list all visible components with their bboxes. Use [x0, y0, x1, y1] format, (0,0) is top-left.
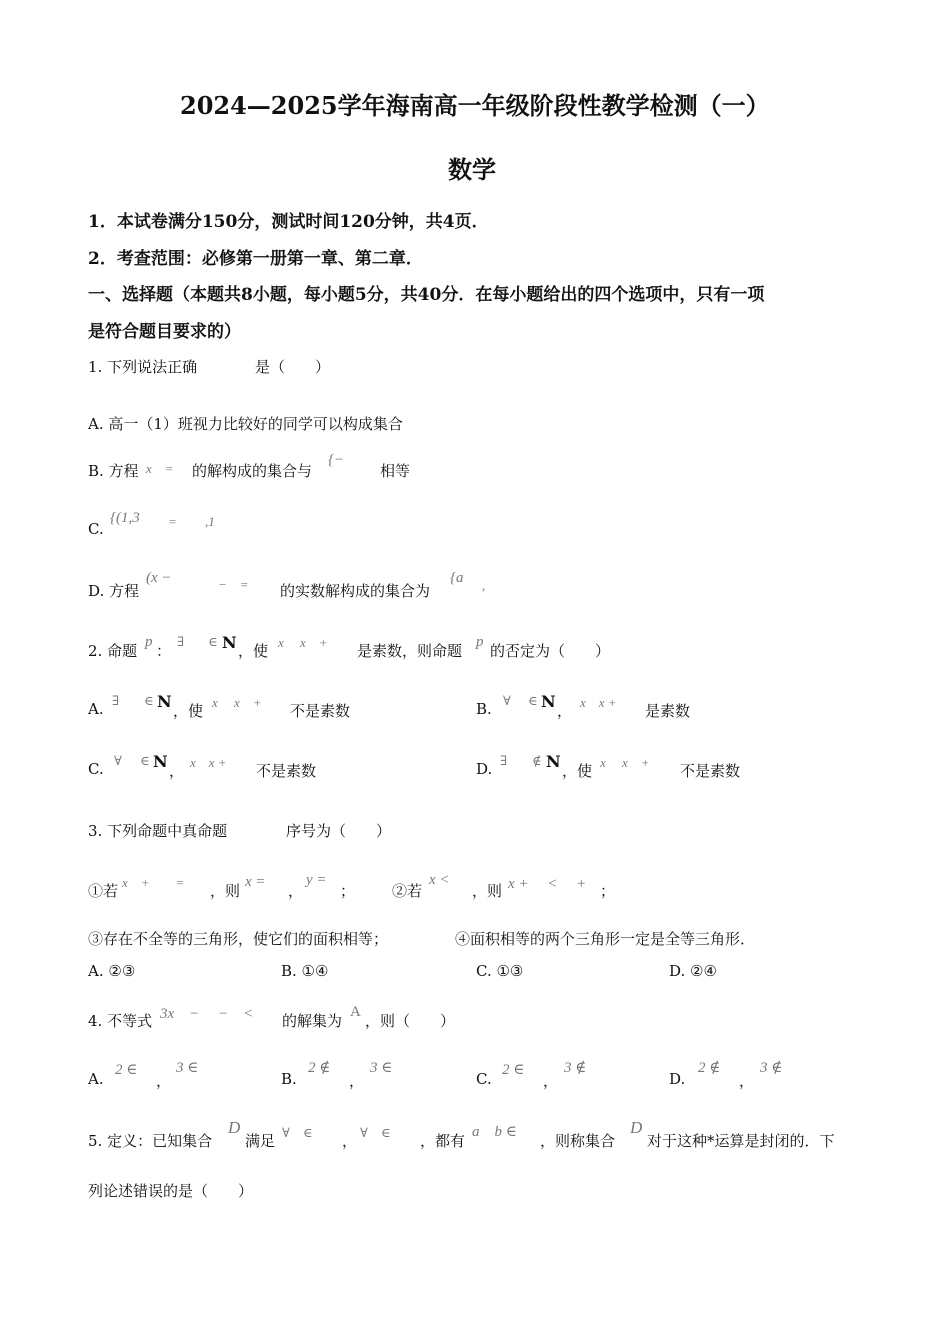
q3-statement3: ③存在不全等的三角形，使它们的面积相等；	[88, 930, 389, 948]
q3-statement1-lead: ①若	[88, 882, 119, 900]
q3-statement2-math1: x <	[429, 872, 450, 888]
q2-option-d-label: D.	[476, 760, 493, 778]
q2-option-c-label: C.	[88, 760, 104, 778]
q5-stem-tail: ，则称集合	[540, 1132, 616, 1150]
q2-option-c-in: ∈	[140, 753, 150, 768]
q3-stem-a: 3. 下列命题中真命题	[88, 822, 228, 840]
q5-stem-math1: ∀ ∈	[282, 1125, 313, 1140]
q3-statement1-math3: y =	[306, 872, 327, 888]
q2-option-c-expr: x x +	[190, 755, 227, 770]
q2-option-b-in: ∈	[528, 693, 538, 708]
note-2: 2．考查范围：必修第一册第一章、第二章．	[88, 249, 423, 269]
q1-option-d-lead: D. 方程	[88, 582, 140, 600]
q2-option-a-in: ∈	[144, 693, 154, 708]
q3-option-c: C. ①③	[476, 962, 524, 980]
q5-stem-line2: 列论述错误的是（ ）	[88, 1182, 254, 1200]
section-header-line1: 一、选择题（本题共8小题，每小题5分，共40分．在每小题给出的四个选项中，只有一项	[88, 285, 765, 305]
q2-option-b-expr: x x +	[580, 695, 617, 710]
q3-statement2-end: ；	[600, 882, 616, 900]
q1-option-b-math1: x =	[146, 461, 174, 476]
q4-stem-set: A	[350, 1004, 361, 1020]
q3-statement1-comma: ，	[288, 882, 304, 900]
q1-stem-b: 是（ ）	[255, 358, 331, 376]
q4-stem-expr: 3x − − <	[160, 1006, 254, 1022]
q2-stem-lead: 2. 命题	[88, 642, 138, 660]
q2-option-d-tail: 不是素数	[680, 762, 741, 780]
q2-option-a-shi: ，使	[173, 702, 204, 720]
q2-option-a-tail: 不是素数	[290, 702, 351, 720]
q5-stem-tail2: 对于这种*运算是封闭的．下	[647, 1132, 835, 1150]
q4-option-b-math2: 3 ∈	[370, 1060, 393, 1076]
q4-option-c-math1: 2 ∈	[502, 1062, 525, 1078]
q2-option-a-label: A.	[88, 700, 104, 718]
q1-option-d-mid: 的实数解构成的集合为	[280, 582, 431, 600]
q2-option-d-quantifier: ∃	[500, 753, 508, 768]
q5-stem-comma1: ，	[342, 1132, 358, 1150]
q4-option-d-math1: 2 ∉	[698, 1060, 721, 1076]
q2-option-d-expr: x x +	[600, 755, 650, 770]
q1-option-d-math2: − =	[218, 577, 249, 592]
q2-stem-colon: ：	[156, 642, 172, 660]
note-1: 1．本试卷满分150分，测试时间120分钟，共4页．	[88, 212, 489, 232]
q4-option-d-math2: 3 ∉	[760, 1060, 783, 1076]
q2-stem-p: p	[145, 634, 153, 650]
q1-option-d-math3: {a	[450, 570, 464, 586]
q2-stem-tail: 的否定为（ ）	[490, 642, 611, 660]
q2-stem-expr: x x +	[278, 635, 328, 650]
q4-option-b-math1: 2 ∉	[308, 1060, 331, 1076]
q2-option-a-quantifier: ∃	[112, 693, 120, 708]
q3-statement1-math2: x =	[245, 874, 266, 890]
q2-option-c-tail: 不是素数	[256, 762, 317, 780]
q5-stem-d: D	[228, 1118, 241, 1137]
q3-statement1-then: ，则	[210, 882, 241, 900]
q4-stem-lead: 4. 不等式	[88, 1012, 153, 1030]
q4-option-c-comma: ，	[543, 1072, 559, 1090]
q1-option-c-math1: {(1,3	[110, 510, 140, 526]
q2-option-c-comma: ，	[169, 762, 185, 780]
q2-option-b-comma: ，	[557, 702, 573, 720]
q2-option-b-tail: 是素数	[645, 702, 691, 720]
page-title: 2024—2025学年海南高一年级阶段性教学检测（一）	[180, 91, 770, 120]
section-header-line2: 是符合题目要求的）	[88, 322, 241, 342]
q3-option-b: B. ①④	[281, 962, 329, 980]
q4-stem-mid: 的解集为	[282, 1012, 343, 1030]
q2-stem-naturals: N	[222, 633, 237, 652]
q2-stem-mid: 是素数，则命题	[357, 642, 463, 660]
q4-option-b-label: B.	[281, 1070, 297, 1088]
q2-option-d-shi: ，使	[562, 762, 593, 780]
q4-option-c-label: C.	[476, 1070, 492, 1088]
q3-statement2-math2: x + < +	[508, 876, 587, 892]
q2-stem-in: ∈	[208, 634, 218, 649]
q2-option-b-naturals: N	[541, 692, 556, 711]
q3-option-d: D. ②④	[669, 962, 717, 980]
q1-option-c-math3: ,1	[205, 514, 215, 529]
q4-option-b-comma: ，	[349, 1072, 365, 1090]
q4-option-a-label: A.	[88, 1070, 104, 1088]
q2-stem-shi: ，使	[238, 642, 269, 660]
q3-stem-b: 序号为（ ）	[286, 822, 392, 840]
q4-option-a-math1: 2 ∈	[115, 1062, 138, 1078]
q5-stem-satisfy: 满足	[245, 1132, 276, 1150]
q1-option-b-mid: 的解构成的集合与	[192, 462, 313, 480]
q2-option-d-naturals: N	[546, 752, 561, 771]
q2-option-a-naturals: N	[157, 692, 172, 711]
q1-option-b-lead: B. 方程	[88, 462, 139, 480]
q1-option-c-math2: =	[168, 514, 177, 529]
q2-option-b-quantifier: ∀	[503, 693, 511, 708]
q5-stem-d2: D	[630, 1118, 643, 1137]
q2-stem-exists: ∃	[177, 634, 185, 649]
q2-stem-p2: p	[476, 634, 484, 650]
q4-option-a-math2: 3 ∈	[176, 1060, 199, 1076]
q1-option-d-math1: (x −	[146, 570, 172, 586]
q3-statement4: ④面积相等的两个三角形一定是全等三角形．	[455, 930, 756, 948]
q2-option-a-expr: x x +	[212, 695, 262, 710]
q1-option-d-math4: ,	[482, 578, 486, 593]
q3-statement2-lead: ②若	[392, 882, 423, 900]
q2-option-c-naturals: N	[153, 752, 168, 771]
q1-option-a: A. 高一（1）班视力比较好的同学可以构成集合	[88, 415, 403, 433]
q2-option-d-notin: ∉	[532, 753, 542, 768]
q1-stem-a: 1. 下列说法正确	[88, 358, 198, 376]
q5-stem-math2: ∀ ∈	[360, 1125, 391, 1140]
q5-stem-math3: a b ∈	[472, 1124, 517, 1140]
q4-option-c-math2: 3 ∉	[564, 1060, 587, 1076]
q3-statement1-end: ；	[340, 882, 356, 900]
q1-option-b-math2: {−	[328, 452, 345, 468]
q3-statement2-then: ，则	[472, 882, 503, 900]
q5-stem-comma2: ，都有	[420, 1132, 466, 1150]
q4-option-a-comma: ，	[156, 1072, 172, 1090]
q2-option-b-label: B.	[476, 700, 492, 718]
q4-stem-tail: ，则（ ）	[365, 1012, 456, 1030]
q2-option-c-quantifier: ∀	[114, 753, 122, 768]
q3-statement1-math1: x + =	[122, 875, 185, 890]
subject-title: 数学	[448, 155, 496, 184]
q4-option-d-label: D.	[669, 1070, 686, 1088]
q3-option-a: A. ②③	[88, 962, 136, 980]
q5-stem-lead: 5. 定义：已知集合	[88, 1132, 213, 1150]
q1-option-c-lead: C.	[88, 520, 104, 538]
q4-option-d-comma: ，	[739, 1072, 755, 1090]
q1-option-b-tail: 相等	[380, 462, 411, 480]
